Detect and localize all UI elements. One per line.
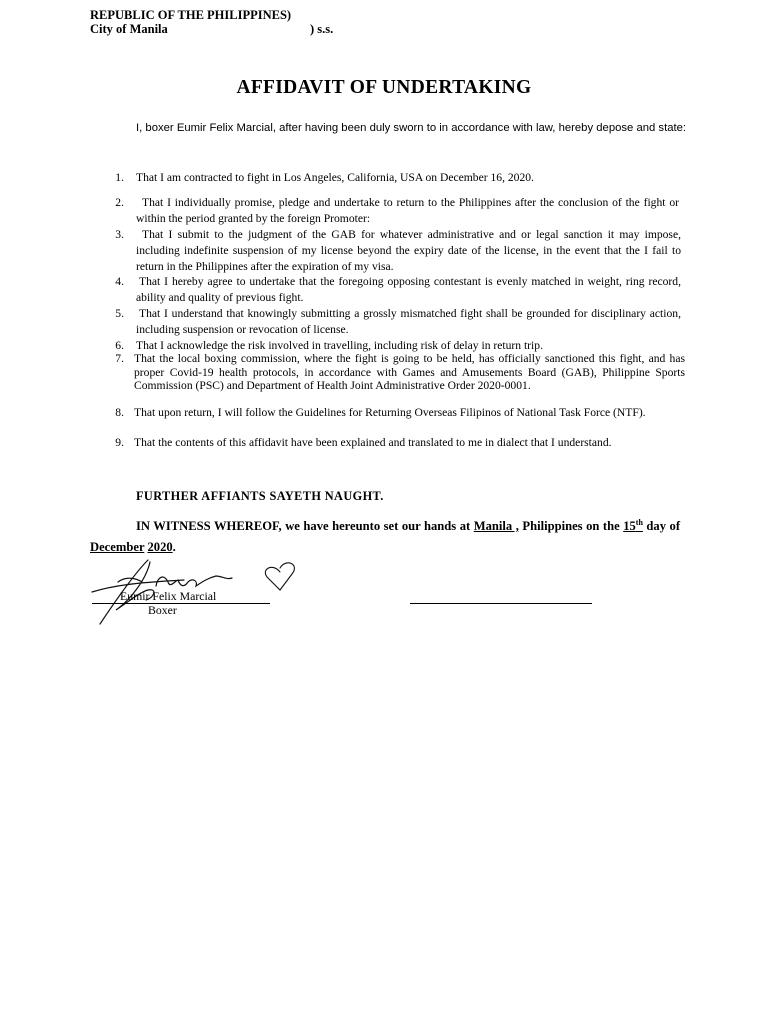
- signature-line-witness: [410, 603, 592, 604]
- item-number: 1.: [115, 171, 124, 184]
- header-ss: ) s.s.: [310, 22, 334, 36]
- item-text: That I hereby agree to undertake that the foregoing opposing contestant is evenly matched in weight, ring record, ability and quality of previous fight.: [136, 275, 681, 304]
- header-republic: REPUBLIC OF THE PHILIPPINES): [90, 8, 292, 22]
- witness-lead: IN WITNESS WHEREOF, we have hereunto set our hands at: [136, 519, 471, 533]
- item-text: That I submit to the judgment of the GAB for whatever administrative and or legal sanction it may impose, including indefinite suspension of my license beyond the expiry date of the license, in the event that the I fail to return in the Philippines after the expiration of my visa.: [136, 228, 681, 273]
- document-title: AFFIDAVIT OF UNDERTAKING: [236, 77, 532, 98]
- witness-country: Philippines on the: [522, 519, 620, 533]
- item-number: 3.: [115, 228, 124, 241]
- item-number: 8.: [115, 406, 124, 419]
- header-city: City of Manila: [90, 22, 168, 36]
- item-number: 7.: [115, 352, 124, 365]
- witness-end: .: [172, 540, 176, 554]
- witness-year: 2020: [147, 540, 173, 554]
- witness-month: December: [90, 540, 145, 554]
- signature-line-boxer: [92, 603, 270, 604]
- item-text: That I acknowledge the risk involved in travelling, including risk of delay in return trip.: [136, 339, 543, 352]
- signatory-name: Eumir Felix Marcial: [120, 589, 217, 603]
- further-affiants: FURTHER AFFIANTS SAYETH NAUGHT.: [136, 489, 384, 503]
- item-number: 6.: [115, 339, 124, 352]
- witness-place: Manila ,: [473, 519, 519, 533]
- item-number: 2.: [115, 196, 124, 209]
- witness-day-word: day of: [646, 519, 681, 533]
- item-number: 9.: [115, 436, 124, 449]
- item-text: That I am contracted to fight in Los Angeles, California, USA on December 16, 2020.: [136, 171, 534, 184]
- signatory-role: Boxer: [148, 603, 177, 617]
- intro-paragraph: I, boxer Eumir Felix Marcial, after having been duly sworn to in accordance with law, hereby depose and state:: [136, 122, 687, 134]
- item-text: That upon return, I will follow the Guidelines for Returning Overseas Filipinos of National Task Force (NTF).: [134, 406, 646, 419]
- item-number: 4.: [115, 275, 124, 288]
- item-text: That the contents of this affidavit have been explained and translated to me in dialect that I understand.: [134, 436, 612, 449]
- item-text: That the local boxing commission, where the fight is going to be held, has officially sanctioned this fight, and has proper Covid-19 health protocols, in accordance with Games and Amusements Board (GAB), Philippine Sports Commission (PSC) and Department of Health Joint Administrative Order 2020-0001.: [134, 352, 685, 393]
- witness-day: 15th: [623, 517, 643, 533]
- item-text: That I understand that knowingly submitting a grossly mismatched fight shall be grounded for disciplinary action, including suspension or revocation of license.: [136, 307, 681, 336]
- item-text: That I individually promise, pledge and undertake to return to the Philippines after the conclusion of the fight or within the period granted by the foreign Promoter:: [136, 196, 679, 225]
- item-number: 5.: [115, 307, 124, 320]
